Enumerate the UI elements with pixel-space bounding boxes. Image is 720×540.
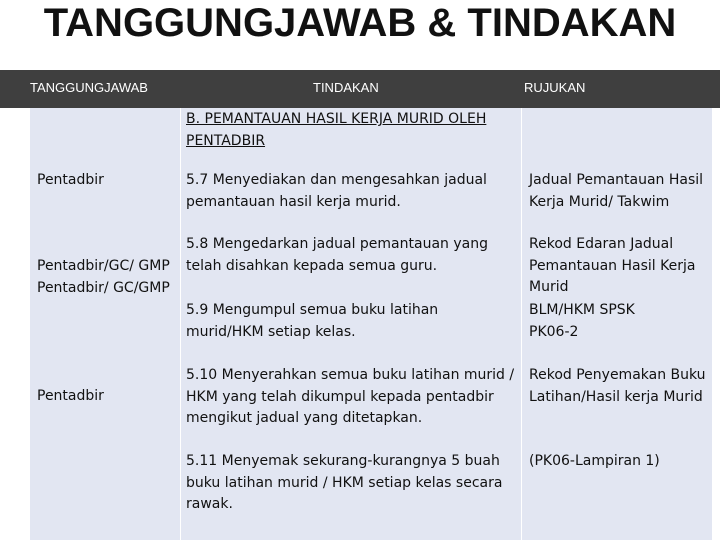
row5-tindakan: 5.11 Menyemak sekurang-kurangnya 5 buah buku latihan murid / HKM setiap kelas secara rawak. xyxy=(186,453,503,512)
row1-tindakan: 5.7 Menyediakan dan mengesahkan jadual pemantauan hasil kerja murid. xyxy=(186,172,487,210)
section-heading: B. PEMANTAUAN HASIL KERJA MURID OLEH PENTADBIR xyxy=(186,111,487,149)
row2-rujukan: Rekod Edaran Jadual Pemantauan Hasil Kerja Murid xyxy=(529,236,696,295)
page-title-text: TANGGUNGJAWAB & TINDAKAN xyxy=(43,1,677,45)
row3-rujukan: BLM/HKM SPSK PK06-2 xyxy=(529,302,635,340)
row2-tindakan: 5.8 Mengedarkan jadual pemantauan yang telah disahkan kepada semua guru. xyxy=(186,236,488,274)
header-tindakan: TINDAKAN xyxy=(313,80,379,95)
page-title xyxy=(0,0,720,60)
header-rujukan: RUJUKAN xyxy=(524,80,586,95)
row2-tanggungjawab: Pentadbir/GC/ GMP Pentadbir/ GC/GMP xyxy=(37,258,170,296)
row1-tanggungjawab: Pentadbir xyxy=(37,172,104,188)
row4-tanggungjawab: Pentadbir xyxy=(37,388,104,404)
row4-tindakan: 5.10 Menyerahkan semua buku latihan murid / HKM yang telah dikumpul kepada pentadbir mengikut jadual yang ditetapkan. xyxy=(186,367,515,426)
row1-rujukan: Jadual Pemantauan Hasil Kerja Murid/ Takwim xyxy=(529,172,704,210)
table-header xyxy=(0,70,720,108)
row4-rujukan: Rekod Penyemakan Buku Latihan/Hasil kerja Murid xyxy=(529,367,706,405)
row3-tindakan: 5.9 Mengumpul semua buku latihan murid/HKM setiap kelas. xyxy=(186,302,439,340)
row5-rujukan: (PK06-Lampiran 1) xyxy=(529,453,660,469)
header-tanggungjawab: TANGGUNGJAWAB xyxy=(30,80,148,95)
